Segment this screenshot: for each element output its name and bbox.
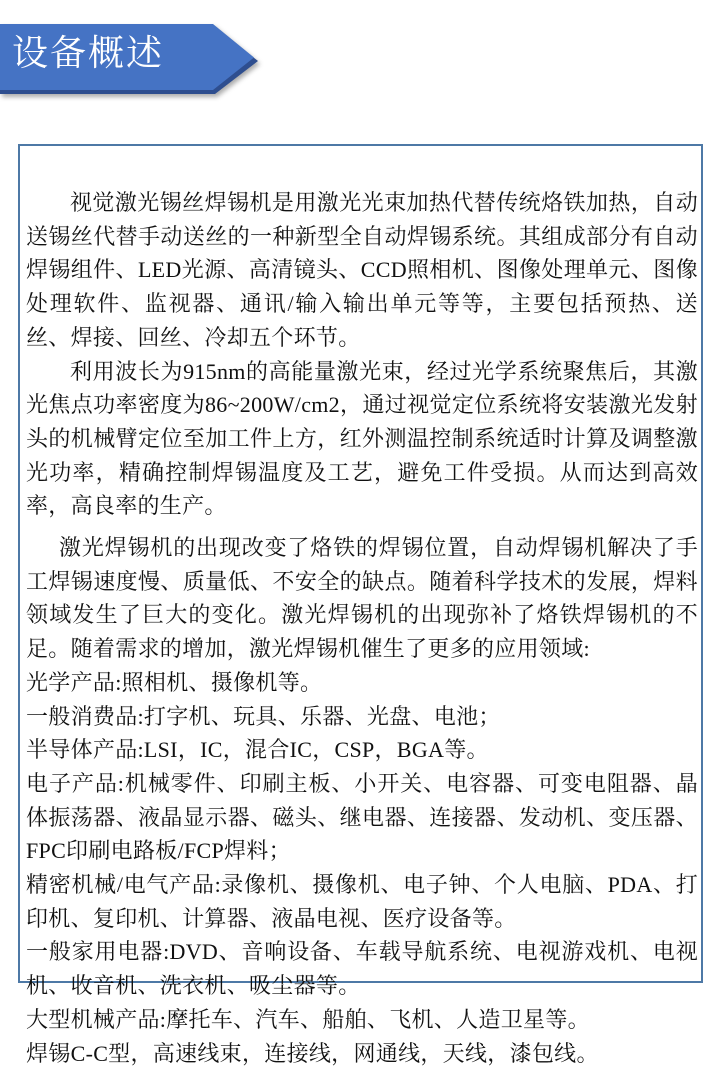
content-panel xyxy=(18,144,703,1066)
list-item-large-machinery: 大型机械产品:摩托车、汽车、船舶、飞机、人造卫星等。 xyxy=(26,1006,590,1032)
list-item-semiconductor-products: 半导体产品:LSI，IC，混合IC，CSP，BGA等。 xyxy=(26,737,489,763)
list-item-electronic-products: 电子产品:机械零件、印刷主板、小开关、电容器、可变电阻器、晶体振荡器、液晶显示器、磁头、继电器、连接器、发动机、变压器、FPC印刷电路板/FCP焊料； xyxy=(26,770,698,864)
list-item-consumer-products: 一般消费品:打字机、玩具、乐器、光盘、电池； xyxy=(26,703,501,729)
list-item-optical-products: 光学产品:照相机、摄像机等。 xyxy=(26,669,323,695)
paragraph-applications-intro: 激光焊锡机的出现改变了烙铁的焊锡位置，自动焊锡机解决了手工焊锡速度慢、质量低、不安全的缺点。随着科学技术的发展，焊料领域发生了巨大的变化。激光焊锡机的出现弥补了烙铁焊锡机的不足。随着需求的增加，激光焊锡机催生了更多的应用领域: xyxy=(26,535,698,662)
paragraph-laser-specs: 利用波长为915nm的高能量激光束，经过光学系统聚焦后，其激光焦点功率密度为86~200W/cm2，通过视觉定位系统将安装激光发射头的机械臂定位至加工件上方，红外测温控制系统适时计算及调整激光功率，精确控制焊锡温度及工艺，避免工件受损。从而达到高效率，高良率的生产。 xyxy=(26,358,698,519)
paragraph-system-intro: 视觉激光锡丝焊锡机是用激光光束加热代替传统烙铁加热，自动送锡丝代替手动送丝的一种新型全自动焊锡系统。其组成部分有自动焊锡组件、LED光源、高清镜头、CCD照相机、图像处理单元、图像处理软件、监视器、通讯/输入输出单元等等，主要包括预热、送丝、焊接、回丝、冷却五个环节。 xyxy=(26,190,698,350)
list-item-solder-wire-types: 焊锡C-C型，高速线束，连接线，网通线，天线，漆包线。 xyxy=(26,1040,599,1066)
section-banner-title: 设备概述 xyxy=(12,33,165,73)
section-banner xyxy=(0,22,266,102)
list-item-precision-products: 精密机械/电气产品:录像机、摄像机、电子钟、个人电脑、PDA、打印机、复印机、计算器、液晶电视、医疗设备等。 xyxy=(26,872,698,931)
list-item-home-appliances: 一般家用电器:DVD、音响设备、车载导航系统、电视游戏机、电视机、收音机、洗衣机、吸尘器等。 xyxy=(26,939,698,999)
